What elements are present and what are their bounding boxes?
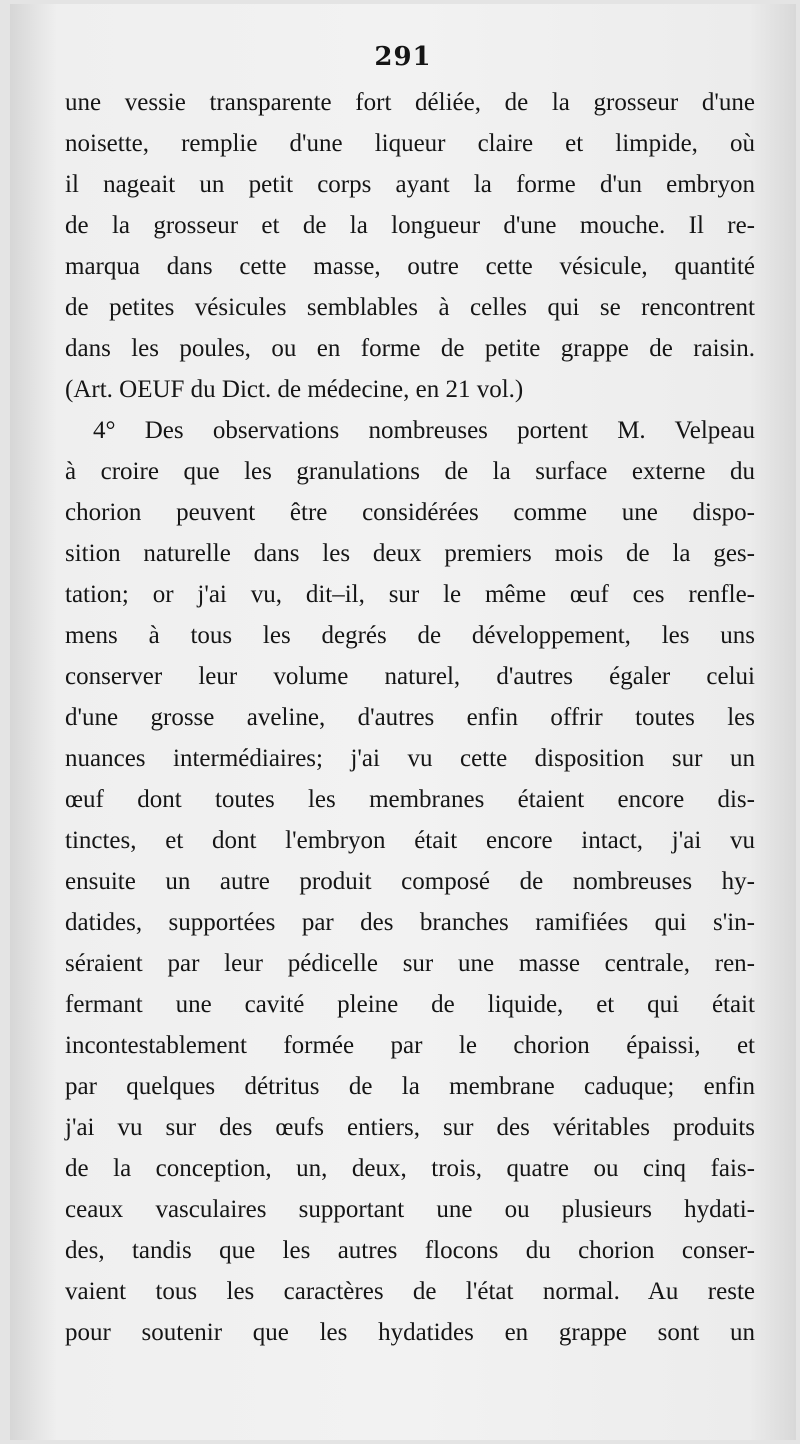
text-line: conserver leur volume naturel, d'autres égaler celui	[65, 663, 755, 690]
text-line: des, tandis que les autres flocons du chorion conser-	[65, 1237, 755, 1264]
text-line: séraient par leur pédicelle sur une masse centrale, ren-	[65, 950, 755, 977]
text-line: par quelques détritus de la membrane caduque; enfin	[65, 1073, 755, 1100]
text-line: dans les poules, ou en forme de petite grappe de raisin.	[65, 335, 755, 362]
text-line: à croire que les granulations de la surface externe du	[65, 458, 755, 485]
text-line: œuf dont toutes les membranes étaient encore dis-	[65, 786, 755, 813]
text-line: pour soutenir que les hydatides en grappe sont un	[65, 1319, 755, 1346]
text-line: 4° Des observations nombreuses portent M. Velpeau	[93, 417, 755, 444]
page-number: 291	[374, 42, 432, 72]
text-line: il nageait un petit corps ayant la forme d'un embryon	[65, 171, 755, 198]
text-line: ensuite un autre produit composé de nombreuses hy-	[65, 868, 755, 895]
text-line: chorion peuvent être considérées comme une dispo-	[65, 499, 755, 526]
text-line: une vessie transparente fort déliée, de la grosseur d'une	[65, 89, 755, 116]
text-line: marqua dans cette masse, outre cette vésicule, quantité	[65, 253, 755, 280]
citation-line: (Art. OEUF du Dict. de médecine, en 21 vol.)	[65, 376, 524, 403]
body-text	[65, 82, 755, 1353]
book-page	[10, 4, 796, 1440]
text-line: j'ai vu sur des œufs entiers, sur des véritables produits	[65, 1114, 755, 1141]
text-line: incontestablement formée par le chorion épaissi, et	[65, 1032, 755, 1059]
text-line: d'une grosse aveline, d'autres enfin offrir toutes les	[65, 704, 755, 731]
text-line: ceaux vasculaires supportant une ou plusieurs hydati-	[65, 1196, 755, 1223]
text-line: datides, supportées par des branches ramifiées qui s'in-	[65, 909, 755, 936]
text-line: de la grosseur et de la longueur d'une mouche. Il re-	[65, 212, 755, 239]
text-line: sition naturelle dans les deux premiers mois de la ges-	[65, 540, 755, 567]
text-line: noisette, remplie d'une liqueur claire et limpide, où	[65, 130, 755, 157]
text-line: tation; or j'ai vu, dit–il, sur le même œuf ces renfle-	[65, 581, 755, 608]
text-line: fermant une cavité pleine de liquide, et qui était	[65, 991, 755, 1018]
text-line: nuances intermédiaires; j'ai vu cette disposition sur un	[65, 745, 755, 772]
text-line: tinctes, et dont l'embryon était encore intact, j'ai vu	[65, 827, 755, 854]
text-line: vaient tous les caractères de l'état normal. Au reste	[65, 1278, 755, 1305]
text-line: mens à tous les degrés de développement, les uns	[65, 622, 755, 649]
text-line: de petites vésicules semblables à celles qui se rencontrent	[65, 294, 755, 321]
text-line: de la conception, un, deux, trois, quatre ou cinq fais-	[65, 1155, 755, 1182]
